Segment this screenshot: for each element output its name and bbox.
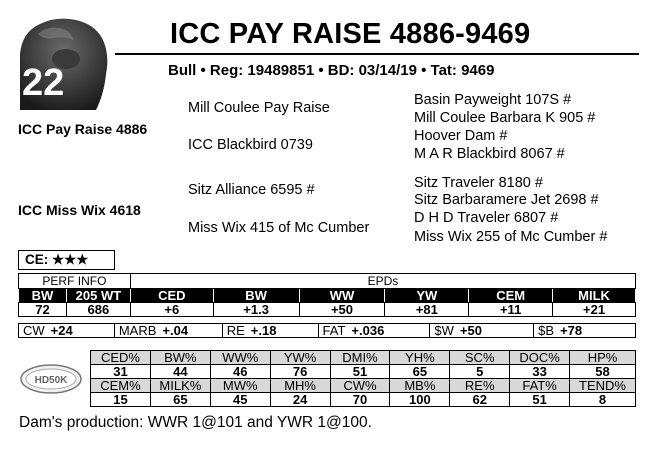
yw-label: YW [385, 289, 469, 303]
fat-pct-label: FAT% [510, 379, 570, 393]
bw-value: 72 [19, 303, 67, 317]
doc-pct-label: DOC% [510, 351, 570, 365]
tend-pct-label: TEND% [570, 379, 636, 393]
ggp-3: Hoover Dam # [414, 128, 508, 144]
mb-pct-value: 100 [390, 393, 450, 407]
doc-pct-value: 33 [510, 365, 570, 379]
marb-cell [114, 324, 222, 338]
re-pct-label: RE% [450, 379, 510, 393]
fat-pct-value: 51 [510, 393, 570, 407]
mb-pct-label: MB% [390, 379, 450, 393]
b-index-label: $B [538, 323, 555, 338]
mh-pct-label: MH% [270, 379, 330, 393]
dmi-pct-value: 51 [330, 365, 390, 379]
w-index-label: $W [434, 323, 454, 338]
epds-header: EPDs [130, 274, 635, 289]
205wt-value: 686 [66, 303, 130, 317]
re-label: RE [226, 323, 245, 338]
yw-value: +81 [385, 303, 469, 317]
ced-label: CED [130, 289, 213, 303]
ggp-2: Mill Coulee Barbara K 905 # [414, 110, 596, 126]
fat-label: FAT [322, 323, 346, 338]
cem-value: +11 [469, 303, 553, 317]
sire-sire: Mill Coulee Pay Raise [188, 100, 330, 116]
re-pct-value: 62 [450, 393, 510, 407]
bw-epd-label: BW [213, 289, 299, 303]
percentile-table [90, 350, 636, 407]
ww-pct-label: WW% [210, 351, 270, 365]
bw-label: BW [19, 289, 67, 303]
lot-photo [16, 14, 112, 110]
sire-dam: ICC Blackbird 0739 [188, 137, 313, 153]
yw-pct-label: YW% [270, 351, 330, 365]
yw-pct-value: 76 [270, 365, 330, 379]
b-index-value: +78 [560, 323, 583, 338]
cem-pct-value: 15 [91, 393, 151, 407]
milk-value: +21 [553, 303, 636, 317]
hd50k-badge [19, 363, 83, 395]
ggp-7: D H D Traveler 6807 # [414, 210, 559, 226]
mh-pct-value: 24 [270, 393, 330, 407]
ggp-5: Sitz Traveler 8180 # [414, 175, 543, 191]
ww-value: +50 [299, 303, 385, 317]
perf-info-header: PERF INFO [19, 274, 131, 289]
ggp-4: M A R Blackbird 8067 # [414, 146, 565, 162]
yh-pct-label: YH% [390, 351, 450, 365]
marb-label: MARB [118, 323, 157, 338]
milk-pct-value: 65 [150, 393, 210, 407]
cw-pct-label: CW% [330, 379, 390, 393]
w-index-cell [430, 324, 534, 338]
title-divider [115, 53, 639, 55]
calving-ease-rating: CE: ★★★ [18, 250, 115, 270]
dam-production-note: Dam's production: WWR 1@101 and YWR 1@100. [19, 414, 372, 431]
bw-epd-value: +1.3 [213, 303, 299, 317]
registration-line: Bull • Reg: 19489851 • BD: 03/14/19 • Tat: 9469 [168, 62, 495, 79]
sire-name: ICC Pay Raise 4886 [18, 121, 148, 137]
mw-pct-label: MW% [210, 379, 270, 393]
205wt-label: 205 WT [66, 289, 130, 303]
fat-cell [318, 324, 430, 338]
ggp-8: Miss Wix 255 of Mc Cumber # [414, 229, 608, 245]
epd-table [18, 273, 636, 317]
b-index-cell [534, 324, 636, 338]
sc-pct-label: SC% [450, 351, 510, 365]
w-index-value: +50 [459, 323, 482, 338]
tend-pct-value: 8 [570, 393, 636, 407]
ced-value: +6 [130, 303, 213, 317]
ced-pct-value: 31 [91, 365, 151, 379]
cw-cell [19, 324, 115, 338]
re-value: +.18 [250, 323, 277, 338]
yh-pct-value: 65 [390, 365, 450, 379]
ww-pct-value: 46 [210, 365, 270, 379]
fat-value: +.036 [351, 323, 385, 338]
cem-label: CEM [469, 289, 553, 303]
re-cell [222, 324, 318, 338]
ggp-6: Sitz Barbaramere Jet 2698 # [414, 192, 599, 208]
bw-pct-value: 44 [150, 365, 210, 379]
lot-number: 22 [22, 62, 65, 104]
dam-name: ICC Miss Wix 4618 [18, 202, 141, 218]
mw-pct-value: 45 [210, 393, 270, 407]
marb-value: +.04 [162, 323, 189, 338]
hp-pct-value: 58 [570, 365, 636, 379]
dam-sire: Sitz Alliance 6595 # [188, 182, 315, 198]
ced-pct-label: CED% [91, 351, 151, 365]
hp-pct-label: HP% [570, 351, 636, 365]
ggp-1: Basin Payweight 107S # [414, 92, 572, 108]
cw-value: +24 [50, 323, 73, 338]
milk-label: MILK [553, 289, 636, 303]
sc-pct-value: 5 [450, 365, 510, 379]
cem-pct-label: CEM% [91, 379, 151, 393]
dmi-pct-label: DMI% [330, 351, 390, 365]
animal-title: ICC PAY RAISE 4886-9469 [170, 18, 531, 50]
cw-pct-value: 70 [330, 393, 390, 407]
cw-label: CW [23, 323, 45, 338]
ww-label: WW [299, 289, 385, 303]
bw-pct-label: BW% [150, 351, 210, 365]
milk-pct-label: MILK% [150, 379, 210, 393]
dam-dam: Miss Wix 415 of Mc Cumber [188, 220, 370, 236]
epd-table-extra [18, 323, 636, 338]
hd50k-text: HD50K [34, 375, 68, 386]
